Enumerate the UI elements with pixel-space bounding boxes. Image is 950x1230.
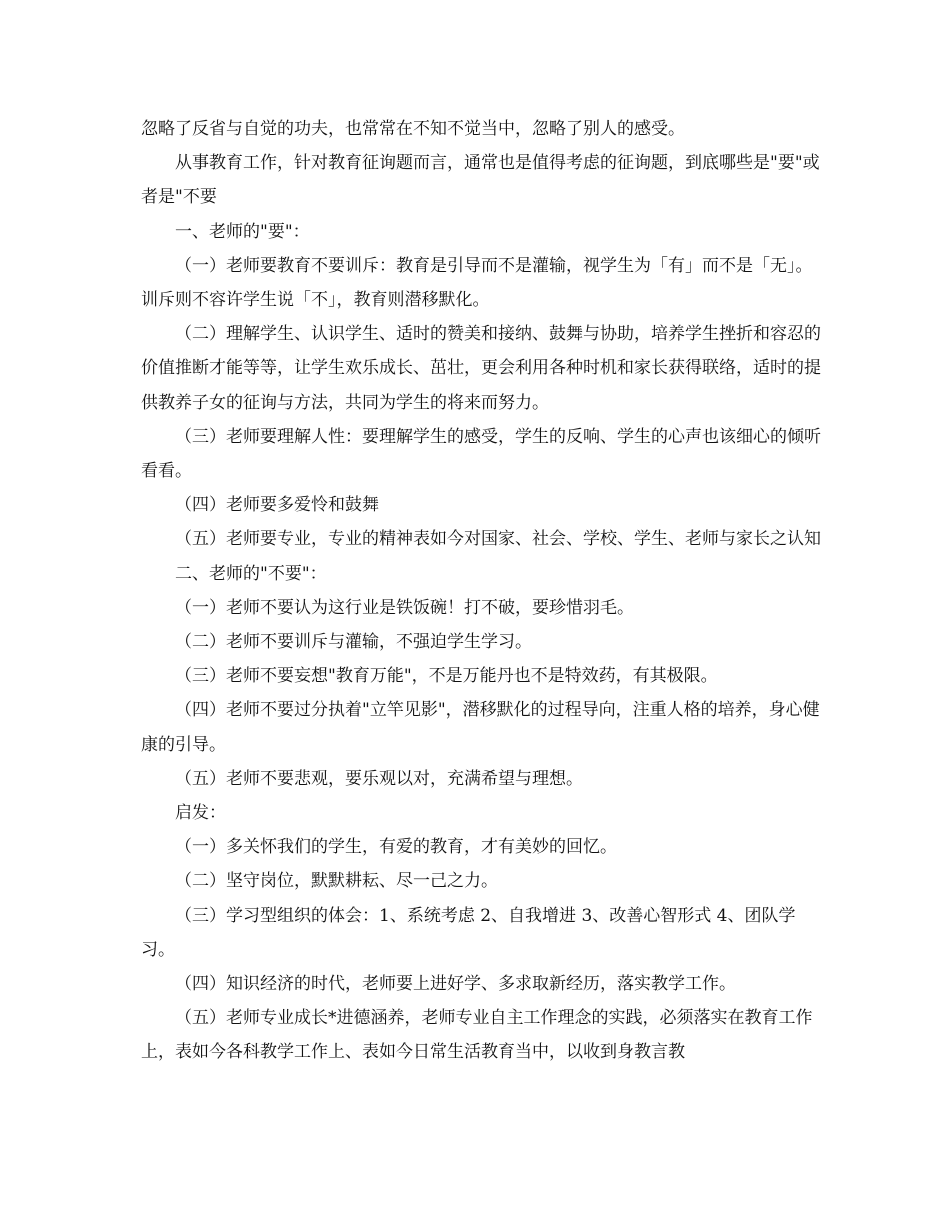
paragraph-qifa-3: （三）学习型组织的体会：1、系统考虑 2、自我增进 3、改善心智形式 4、团队学习。 — [141, 905, 796, 960]
paragraph-yao-5: （五）老师要专业，专业的精神表如今对国家、社会、学校、学生、老师与家长之认知 — [175, 529, 821, 550]
document-body — [141, 112, 829, 1070]
section-heading-buyao: 二、老师的"不要"： — [175, 563, 327, 584]
paragraph-buyao-4: （四）老师不要过分执着"立竿见影"，潜移默化的过程导向，注重人格的培养，身心健康的引导。 — [141, 700, 820, 755]
paragraph-buyao-1: （一）老师不要认为这行业是铁饭碗！打不破，要珍惜羽毛。 — [175, 597, 634, 618]
paragraph-qifa-2: （二）坚守岗位，默默耕耘、尽一己之力。 — [175, 871, 498, 892]
paragraph-qifa-5: （五）老师专业成长*进德涵养，老师专业自主工作理念的实践，必须落实在教育工作上，表如今各科教学工作上、表如今日常生活教育当中，以收到身教言教 — [141, 1008, 813, 1063]
paragraph-qifa-1: （一）多关怀我们的学生，有爱的教育，才有美妙的回忆。 — [175, 837, 617, 858]
paragraph-buyao-3: （三）老师不要妄想"教育万能"，不是万能丹也不是特效药，有其极限。 — [175, 666, 718, 687]
paragraph-qifa-4: （四）知识经济的时代，老师要上进好学、多求取新经历，落实教学工作。 — [175, 974, 736, 995]
paragraph-yao-3: （三）老师要理解人性：要理解学生的感受，学生的反响、学生的心声也该细心的倾听看看。 — [141, 426, 821, 482]
paragraph-2: 从事教育工作，针对教育征询题而言，通常也是值得考虑的征询题，到底哪些是"要"或者是"不要 — [141, 153, 820, 208]
paragraph-buyao-5: （五）老师不要悲观，要乐观以对，充满希望与理想。 — [175, 768, 583, 789]
paragraph-buyao-2: （二）老师不要训斥与灌输，不强迫学生学习。 — [175, 632, 532, 653]
section-heading-yao: 一、老师的"要"： — [175, 221, 310, 242]
section-heading-qifa: 启发： — [175, 803, 226, 824]
paragraph-yao-4: （四）老师要多爱怜和鼓舞 — [175, 495, 379, 516]
paragraph-yao-1: （一）老师要教育不要训斥：教育是引导而不是灌输，视学生为「有」而不是「无」。训斥则不容许学生说「不」，教育则潜移默化。 — [141, 255, 813, 311]
paragraph-yao-2: （二）理解学生、认识学生、适时的赞美和接纳、鼓舞与协助，培养学生挫折和容忍的价值推断才能等等，让学生欢乐成长、茁壮，更会利用各种时机和家长获得联络，适时的提供教养子女的征询与方法，共同为学生的将来而努力。 — [141, 324, 821, 413]
paragraph-1: 忽略了反省与自觉的功夫，也常常在不知不觉当中，忽略了别人的感受。 — [141, 119, 685, 139]
